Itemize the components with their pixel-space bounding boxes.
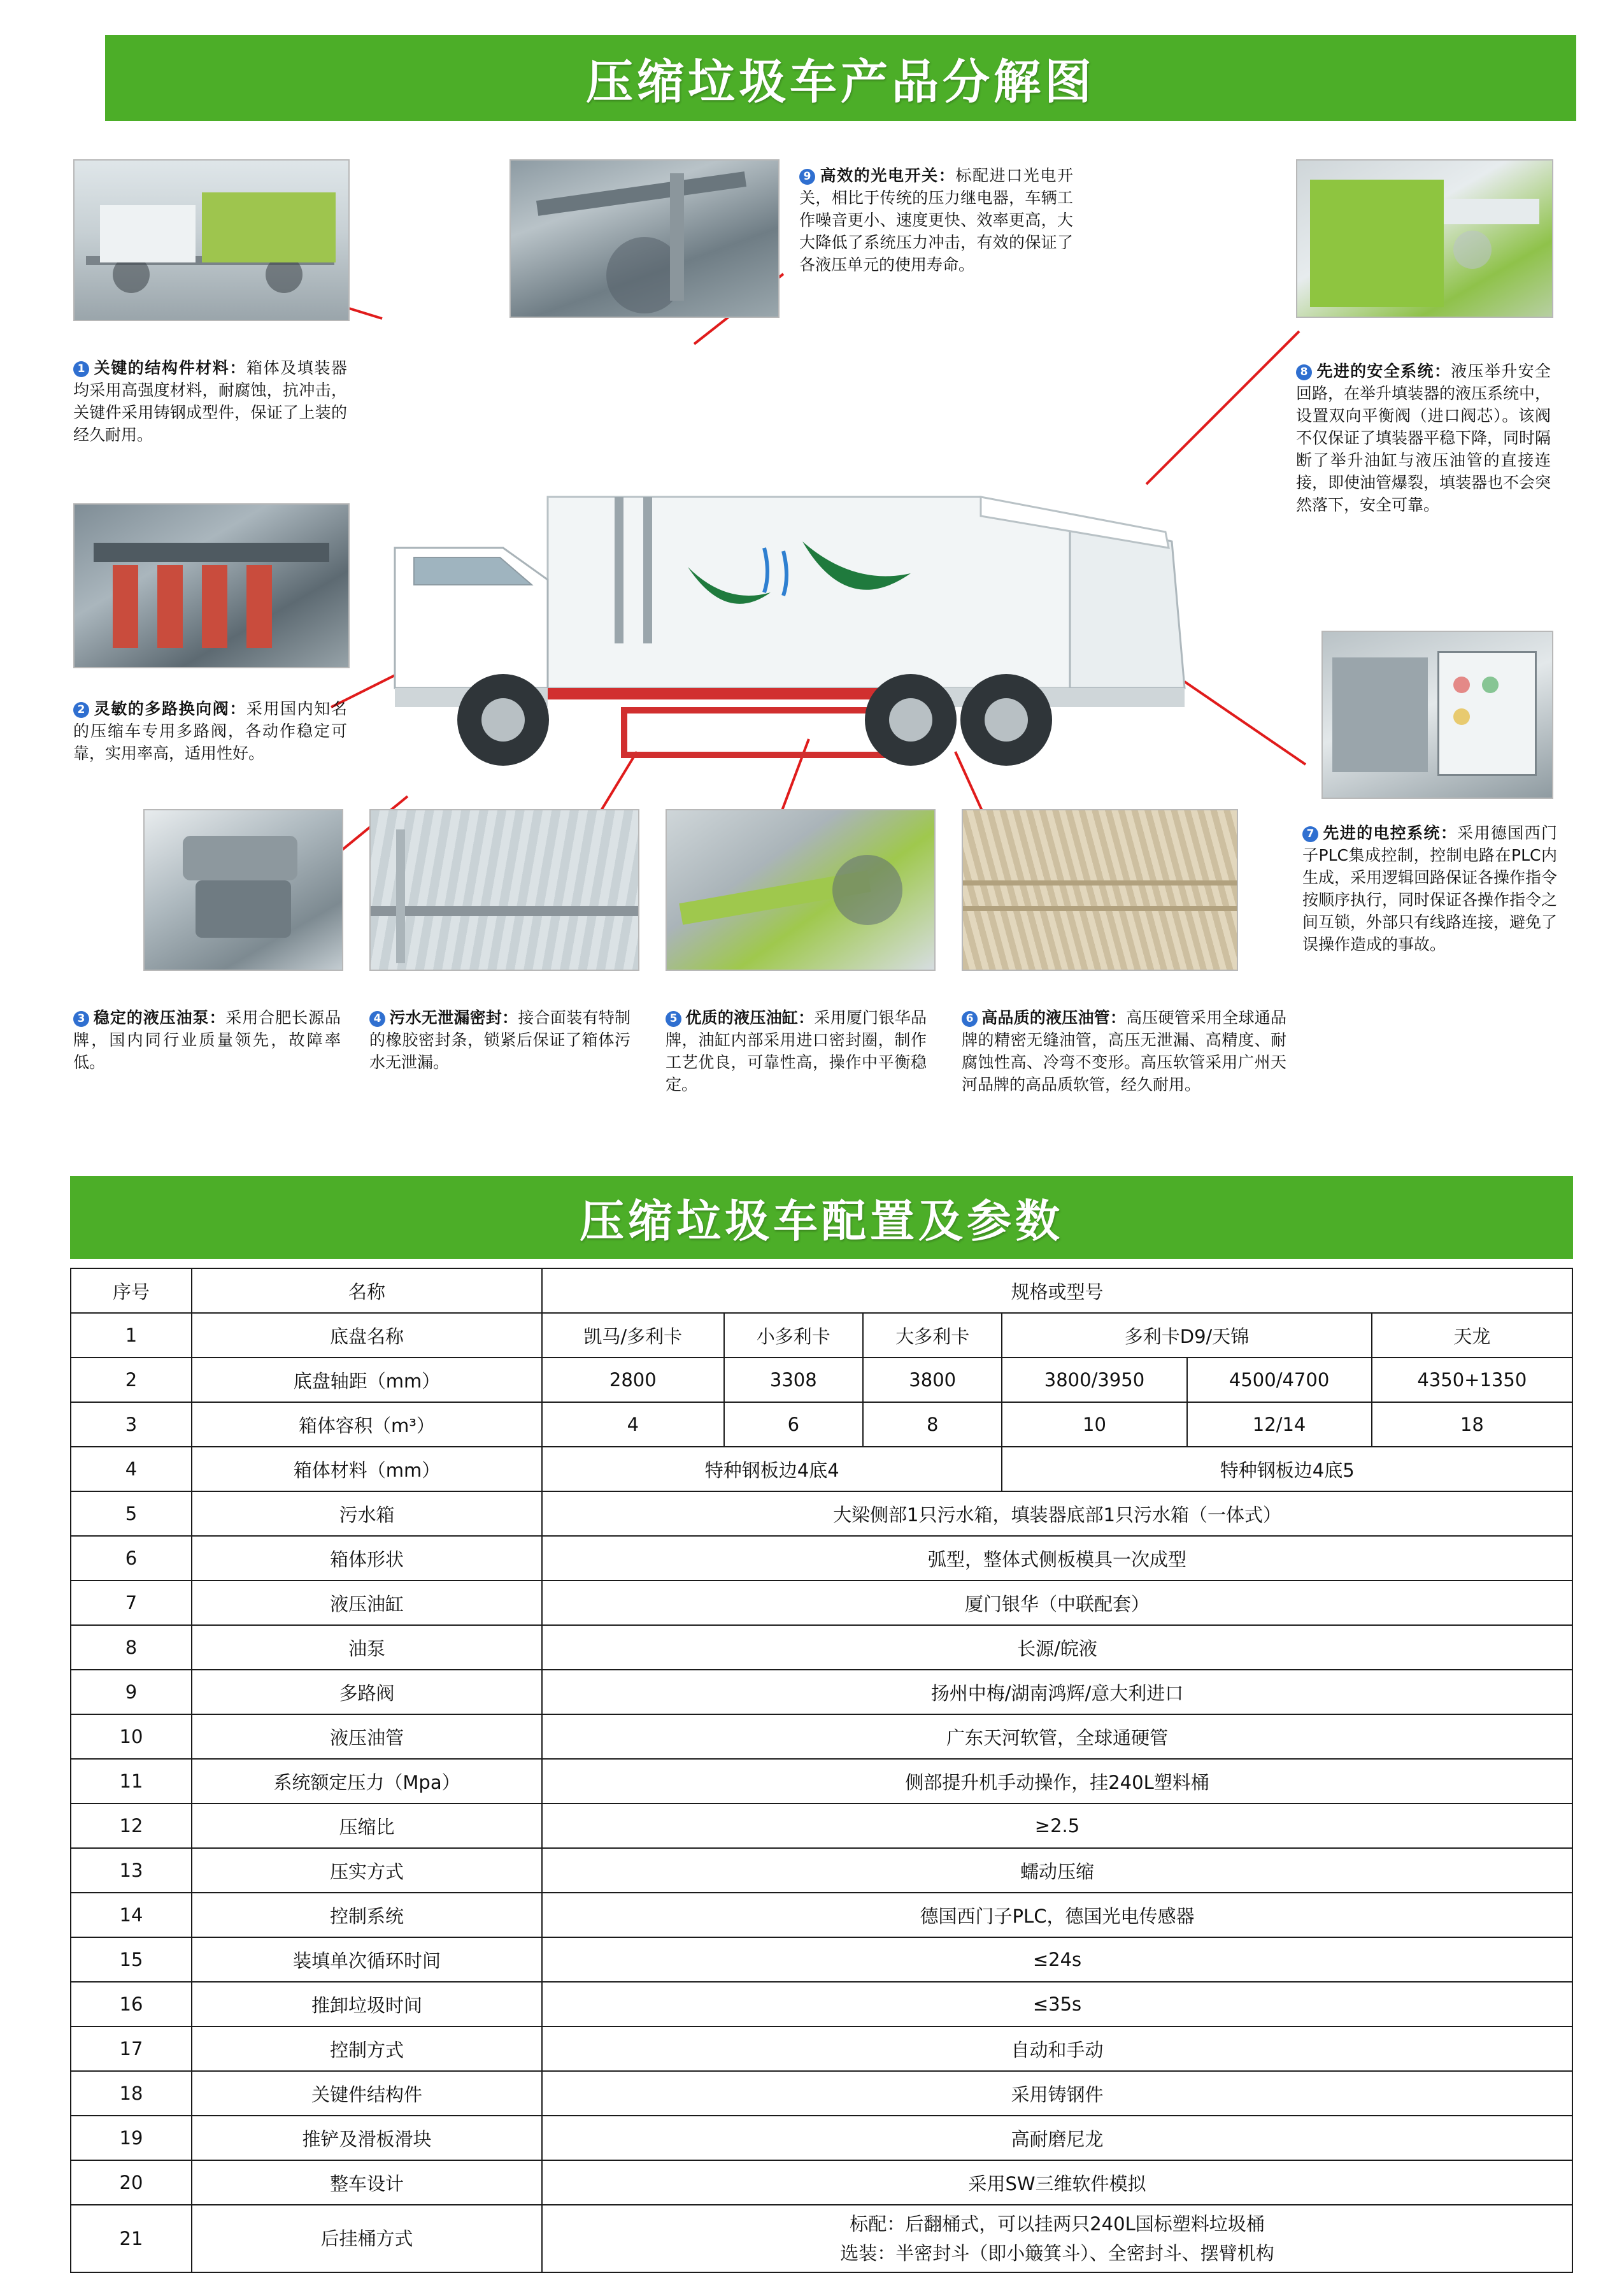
row-value: 3800	[863, 1358, 1002, 1402]
table-row	[71, 1670, 1572, 1714]
callout-6-body: 高压硬管采用全球通品牌的精密无缝油管，高压无泄漏、高精度、耐腐蚀性高、冷弯不变形。高压软管采用广州天河品牌的高品质软管，经久耐用。	[962, 1008, 1286, 1094]
row-value: ≤35s	[542, 1982, 1572, 2026]
callout-7-title: 先进的电控系统：	[1322, 824, 1458, 842]
table-row	[71, 1848, 1572, 1893]
row-value: 4	[542, 1402, 724, 1447]
table-row	[71, 2071, 1572, 2116]
photo-sewage-seal	[369, 809, 639, 971]
row-name: 关键件结构件	[192, 2071, 542, 2116]
callout-2	[73, 698, 347, 764]
row-name: 控制系统	[192, 1893, 542, 1937]
callout-4	[369, 1007, 630, 1073]
row-index: 15	[71, 1937, 192, 1982]
callout-3	[73, 1007, 341, 1073]
photo-photoelectric-switch	[509, 159, 780, 318]
callout-6	[962, 1007, 1286, 1096]
row-name: 液压油管	[192, 1714, 542, 1759]
callout-7-badge: 7	[1302, 826, 1318, 842]
row-name: 压实方式	[192, 1848, 542, 1893]
callout-7-body: 采用德国西门子PLC集成控制，控制电路在PLC内生成，采用逻辑回路保证各操作指令按顺序执行，同时保证各操作指令之间互锁，外部只有线路连接，避免了误操作造成的事故。	[1302, 824, 1558, 954]
row-value: 德国西门子PLC，德国光电传感器	[542, 1893, 1572, 1937]
row-value: 特种钢板边4底4	[542, 1447, 1002, 1491]
row-value: 采用SW三维软件模拟	[542, 2160, 1572, 2205]
row-value: 3308	[724, 1358, 863, 1402]
row-value: 12/14	[1187, 1402, 1372, 1447]
callout-9-badge: 9	[799, 169, 815, 185]
row-value: 多利卡D9/天锦	[1002, 1313, 1371, 1358]
callout-9-title: 高效的光电开关：	[819, 166, 956, 185]
row-index: 10	[71, 1714, 192, 1759]
table-row	[71, 1447, 1572, 1491]
row-index: 5	[71, 1491, 192, 1536]
callout-5-badge: 5	[666, 1011, 681, 1027]
row-index: 16	[71, 1982, 192, 2026]
row-index: 12	[71, 1803, 192, 1848]
row-index: 11	[71, 1759, 192, 1803]
table-row	[71, 1625, 1572, 1670]
callout-8-badge: 8	[1296, 364, 1312, 380]
callout-2-body: 采用国内知名的压缩车专用多路阀，各动作稳定可靠，实用率高，适用性好。	[73, 699, 347, 763]
photo-truck-overview	[73, 159, 350, 321]
table-row	[71, 2116, 1572, 2160]
row-index: 4	[71, 1447, 192, 1491]
table-row	[71, 1937, 1572, 1982]
callout-5	[666, 1007, 927, 1096]
callout-1-body: 箱体及填装器均采用高强度材料，耐腐蚀，抗冲击，关键件采用铸钢成型件，保证了上装的经久耐用。	[73, 359, 347, 444]
row-name: 污水箱	[192, 1491, 542, 1536]
callout-3-body: 采用合肥长源品牌，国内同行业质量领先，故障率低。	[73, 1008, 341, 1072]
photo-hydraulic-hose	[962, 809, 1238, 971]
row-index: 18	[71, 2071, 192, 2116]
callout-1-title: 关键的结构件材料：	[93, 359, 246, 377]
callout-4-badge: 4	[369, 1011, 385, 1027]
row-value: 小多利卡	[724, 1313, 863, 1358]
row-index: 19	[71, 2116, 192, 2160]
spec-table	[70, 1268, 1573, 2273]
row-name: 推铲及滑板滑块	[192, 2116, 542, 2160]
callout-8-title: 先进的安全系统：	[1316, 362, 1451, 380]
row-value: 6	[724, 1402, 863, 1447]
row-name: 整车设计	[192, 2160, 542, 2205]
row-value	[542, 2205, 1572, 2272]
top-banner	[105, 35, 1576, 121]
row-name: 底盘名称	[192, 1313, 542, 1358]
table-header-row	[71, 1268, 1572, 1313]
row-name: 油泵	[192, 1625, 542, 1670]
row-value-line: 标配：后翻桶式，可以挂两只240L国标塑料垃圾桶	[850, 2213, 1265, 2235]
callout-1	[73, 357, 347, 446]
callout-9	[799, 164, 1073, 276]
table-row	[71, 1313, 1572, 1358]
table-row	[71, 1491, 1572, 1536]
callout-4-title: 污水无泄漏密封：	[389, 1008, 518, 1027]
row-value: 自动和手动	[542, 2026, 1572, 2071]
table-row	[71, 1893, 1572, 1937]
row-value: 4500/4700	[1187, 1358, 1372, 1402]
row-value: 凯马/多利卡	[542, 1313, 724, 1358]
row-name: 箱体容积（m³）	[192, 1402, 542, 1447]
table-row	[71, 1803, 1572, 1848]
row-value: 10	[1002, 1402, 1186, 1447]
callout-3-badge: 3	[73, 1011, 89, 1027]
row-value: 广东天河软管，全球通硬管	[542, 1714, 1572, 1759]
row-index: 2	[71, 1358, 192, 1402]
callout-1-badge: 1	[73, 361, 89, 377]
header-spec: 规格或型号	[542, 1268, 1572, 1313]
row-name: 控制方式	[192, 2026, 542, 2071]
row-value: 采用铸钢件	[542, 2071, 1572, 2116]
header-no: 序号	[71, 1268, 192, 1313]
callout-4-body: 接合面装有特制的橡胶密封条，锁紧后保证了箱体污水无泄漏。	[369, 1008, 630, 1072]
row-value: 弧型，整体式侧板模具一次成型	[542, 1536, 1572, 1581]
spec-table-wrapper	[70, 1268, 1573, 2273]
table-row	[71, 1759, 1572, 1803]
row-value: 大多利卡	[863, 1313, 1002, 1358]
bottom-banner	[70, 1176, 1573, 1259]
row-name: 箱体形状	[192, 1536, 542, 1581]
row-index: 21	[71, 2205, 192, 2272]
row-value: 8	[863, 1402, 1002, 1447]
row-index: 3	[71, 1402, 192, 1447]
row-name: 推卸垃圾时间	[192, 1982, 542, 2026]
row-name: 系统额定压力（Mpa）	[192, 1759, 542, 1803]
row-index: 14	[71, 1893, 192, 1937]
row-index: 13	[71, 1848, 192, 1893]
row-index: 7	[71, 1581, 192, 1625]
photo-hydraulic-cylinder	[666, 809, 936, 971]
table-row	[71, 1982, 1572, 2026]
table-row	[71, 2205, 1572, 2272]
row-name: 装填单次循环时间	[192, 1937, 542, 1982]
top-banner-title: 压缩垃圾车产品分解图	[586, 54, 1095, 110]
row-value: 4350+1350	[1372, 1358, 1572, 1402]
callout-9-body: 标配进口光电开关，相比于传统的压力继电器，车辆工作噪音更小、速度更快、效率更高，大大降低了系统压力冲击，有效的保证了各液压单元的使用寿命。	[799, 166, 1073, 274]
row-value: 2800	[542, 1358, 724, 1402]
row-name: 箱体材料（mm）	[192, 1447, 542, 1491]
table-row	[71, 1536, 1572, 1581]
callout-2-badge: 2	[73, 702, 89, 718]
callout-8-body: 液压举升安全回路，在举升填装器的液压系统中，设置双向平衡阀（进口阀芯）。该阀不仅保证了填装器平稳下降，同时隔断了举升油缸与液压油管的直接连接，即使油管爆裂，填装器也不会突然落下，安全可靠。	[1296, 362, 1551, 514]
row-name: 液压油缸	[192, 1581, 542, 1625]
row-value: ≤24s	[542, 1937, 1572, 1982]
table-row	[71, 1402, 1572, 1447]
table-row	[71, 1358, 1572, 1402]
table-row	[71, 2026, 1572, 2071]
photo-electric-control	[1321, 631, 1553, 799]
truck-illustration	[357, 420, 1261, 815]
photo-multiway-valve	[73, 503, 350, 668]
row-index: 1	[71, 1313, 192, 1358]
header-name: 名称	[192, 1268, 542, 1313]
row-value: 特种钢板边4底5	[1002, 1447, 1572, 1491]
row-index: 8	[71, 1625, 192, 1670]
row-value: ≥2.5	[542, 1803, 1572, 1848]
row-value: 蠕动压缩	[542, 1848, 1572, 1893]
row-value: 高耐磨尼龙	[542, 2116, 1572, 2160]
row-name: 压缩比	[192, 1803, 542, 1848]
table-row	[71, 2160, 1572, 2205]
bottom-banner-title: 压缩垃圾车配置及参数	[580, 1194, 1064, 1247]
row-value: 天龙	[1372, 1313, 1572, 1358]
table-row	[71, 1581, 1572, 1625]
row-value-line: 选装：半密封斗（即小簸箕斗）、全密封斗、摆臂机构	[840, 2242, 1274, 2264]
callout-7	[1302, 822, 1557, 956]
photo-safety-system	[1296, 159, 1553, 318]
callout-6-title: 高品质的液压油管：	[981, 1008, 1127, 1027]
row-value: 大梁侧部1只污水箱，填装器底部1只污水箱（一体式）	[542, 1491, 1572, 1536]
callout-8	[1296, 360, 1551, 516]
row-value: 18	[1372, 1402, 1572, 1447]
row-value: 3800/3950	[1002, 1358, 1186, 1402]
table-row	[71, 1714, 1572, 1759]
row-name: 多路阀	[192, 1670, 542, 1714]
callout-6-badge: 6	[962, 1011, 978, 1027]
row-index: 9	[71, 1670, 192, 1714]
row-value: 长源/皖液	[542, 1625, 1572, 1670]
row-index: 20	[71, 2160, 192, 2205]
row-value: 厦门银华（中联配套）	[542, 1581, 1572, 1625]
row-name: 底盘轴距（mm）	[192, 1358, 542, 1402]
row-index: 6	[71, 1536, 192, 1581]
row-value: 扬州中梅/湖南鸿辉/意大利进口	[542, 1670, 1572, 1714]
callout-2-title: 灵敏的多路换向阀：	[93, 699, 246, 718]
callout-3-title: 稳定的液压油泵：	[93, 1008, 226, 1027]
row-name: 后挂桶方式	[192, 2205, 542, 2272]
callout-5-title: 优质的液压油缸：	[685, 1008, 815, 1027]
row-value: 侧部提升机手动操作，挂240L塑料桶	[542, 1759, 1572, 1803]
callout-5-body: 采用厦门银华品牌，油缸内部采用进口密封圈，制作工艺优良，可靠性高，操作中平衡稳定。	[666, 1008, 927, 1094]
photo-hydraulic-pump	[143, 809, 343, 971]
row-index: 17	[71, 2026, 192, 2071]
